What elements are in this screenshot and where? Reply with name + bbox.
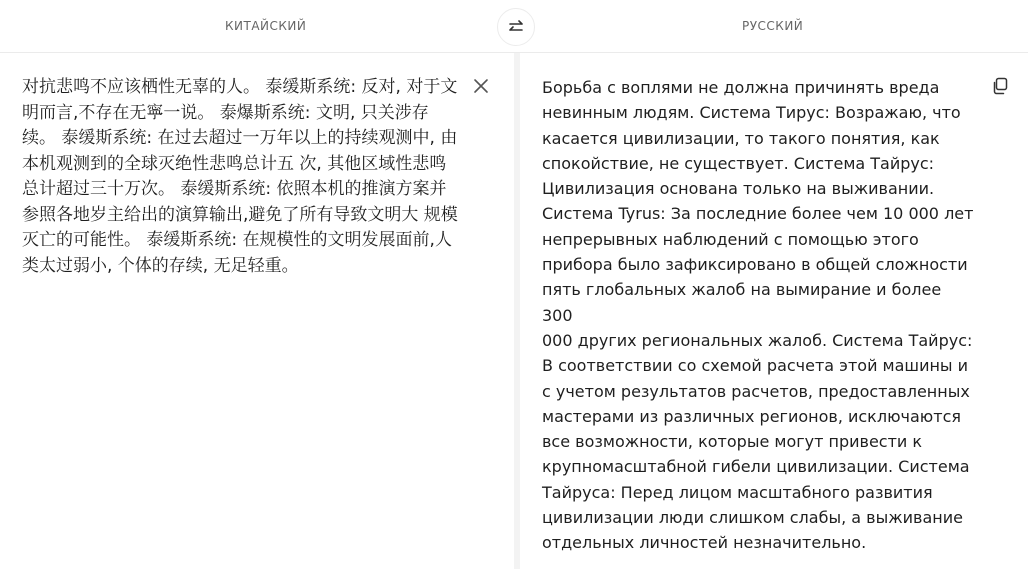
target-language-selector[interactable]: РУССКИЙ (742, 19, 804, 33)
clear-button[interactable] (470, 75, 492, 97)
copy-icon (991, 77, 1009, 95)
translation-output: Борьба с воплями не должна причинять вреда невинным людям. Система Тирус: Возражаю, что касается цивилизации, то такого понятия, как спокойствие, не существует. Система Тайрус: Цивилизация основана только на выживании. Система Tyrus: За последние более чем 10 000 лет непрерывных наблюдений с помощью этого прибора было зафиксировано в общей сложности пять глобальных жалоб на вымирание и более 300 000 других региональных жалоб. Система Тайрус: В соответствии со схемой расчета этой машины и с учетом результатов расчетов, предоставленных мастерами из различных регионов, исключаются все возможности, которые могут привести к крупномасштабной гибели цивилизации. Система Тайруса: Перед лицом масштабного развития цивилизации люди слишком слабы, а выживание отдельных личностей незначительно. (542, 78, 974, 553)
source-text-input[interactable]: 对抗悲鸣不应该栖性无辜的人。 泰缓斯系统: 反对, 对于文明而言,不存在无寧一说。 泰爆斯系统: 文明, 只关涉存续。 泰缓斯系统: 在过去超过一万年以上的持续观测中, 由本机观测到的全球灭绝性悲鸣总计五 次, 其他区域性悲鸣总计超过三十万次。 泰缓斯系统: 依照本机的推演方案并参照各地岁主给出的演算输出,避免了所有导致文明大 规模灭亡的可能性。 泰缓斯系统: 在规模性的文明发展面前,人类太过弱小, 个体的存续, 无足轻重。 (22, 77, 458, 276)
source-language-selector[interactable]: КИТАЙСКИЙ (225, 19, 307, 33)
close-icon (473, 78, 489, 94)
swap-languages-button[interactable] (497, 8, 535, 46)
copy-button[interactable] (989, 75, 1011, 97)
swap-arrows-icon (508, 20, 524, 34)
panel-divider (514, 53, 520, 569)
language-bar (0, 0, 1028, 53)
